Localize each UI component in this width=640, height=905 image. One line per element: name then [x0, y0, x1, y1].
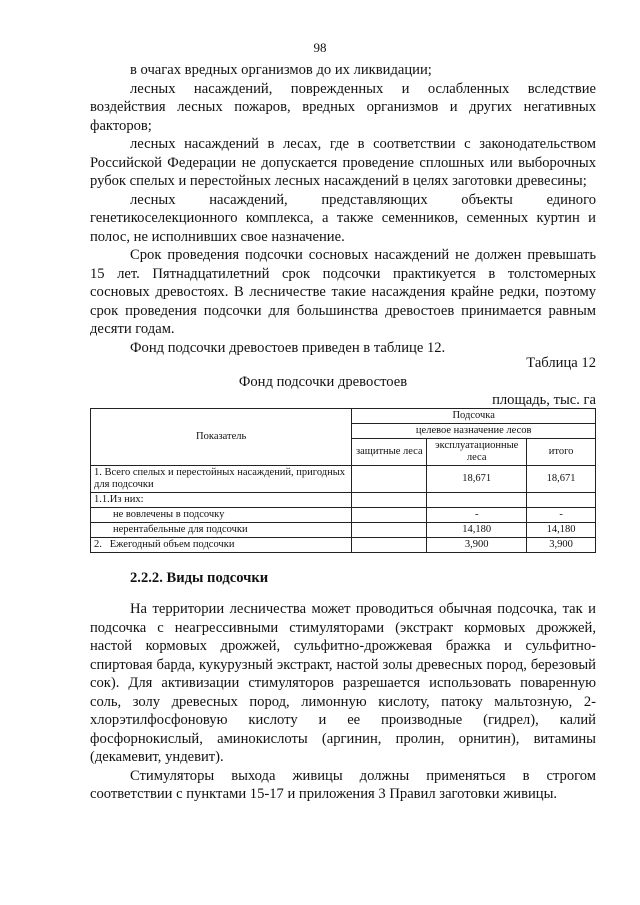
- header-protective: защитные леса: [352, 439, 427, 466]
- paragraph: лесных насаждений, представляющих объекты единого генетикоселекционного комплекса, а также семенников, семенных куртин и полос, не исполнивших свое назначение.: [90, 191, 596, 245]
- header-exploitation: эксплуатационные леса: [427, 439, 527, 466]
- cell-protective: [352, 538, 427, 553]
- table-unit: площадь, тыс. га: [492, 392, 596, 408]
- body-text-bottom: [90, 600, 596, 804]
- table-row: [91, 508, 596, 523]
- paragraph: Стимуляторы выхода живицы должны применяться в строгом соответствии с пунктами 15-17 и приложения 3 Правил заготовки живицы.: [90, 767, 596, 802]
- table-row: [91, 466, 596, 493]
- cell-total: 18,671: [527, 466, 596, 493]
- table-header-row: [91, 409, 596, 424]
- cell-protective: [352, 508, 427, 523]
- body-text-top: [90, 61, 596, 357]
- row-label: 1.1.Из них:: [91, 493, 352, 508]
- cell-protective: [352, 523, 427, 538]
- cell-exploitation: -: [427, 508, 527, 523]
- section-heading: 2.2.2. Виды подсочки: [130, 570, 269, 586]
- cell-exploitation: [427, 493, 527, 508]
- row-label: 2. Ежегодный объем подсочки: [91, 538, 352, 553]
- cell-exploitation: 18,671: [427, 466, 527, 493]
- page-number: 98: [313, 40, 327, 55]
- table-title: Фонд подсочки древостоев: [238, 374, 408, 390]
- table-number: Таблица 12: [526, 355, 596, 371]
- row-label: 1. Всего спелых и перестойных насаждений, пригодных для подсочки: [91, 466, 352, 493]
- table-row: [91, 493, 596, 508]
- paragraph: Срок проведения подсочки сосновых насаждений не должен превышать 15 лет. Пятнадцатилетний срок подсочки практикуется в толстомерных сосновых древостоях. В лесничестве такие насаждения крайне редки, поэтому срок проведения подсочки для большинства древостоев принимается равным десяти годам.: [90, 247, 596, 337]
- table-row: [91, 523, 596, 538]
- header-total: итого: [527, 439, 596, 466]
- cell-protective: [352, 466, 427, 493]
- cell-total: 3,900: [527, 538, 596, 553]
- paragraph: лесных насаждений, поврежденных и ослабленных вследствие воздействия лесных пожаров, вредных организмов и других негативных факторов;: [90, 80, 596, 134]
- cell-total: 14,180: [527, 523, 596, 538]
- fund-table: [90, 408, 596, 553]
- cell-exploitation: 14,180: [427, 523, 527, 538]
- header-group: Подсочка: [352, 409, 596, 424]
- paragraph: Фонд подсочки древостоев приведен в таблице 12.: [130, 339, 446, 356]
- paragraph: в очагах вредных организмов до их ликвидации;: [130, 62, 432, 78]
- row-label: не вовлечены в подсочку: [91, 508, 352, 523]
- cell-total: [527, 493, 596, 508]
- row-label: нерентабельные для подсочки: [91, 523, 352, 538]
- paragraph: лесных насаждений в лесах, где в соответствии с законодательством Российской Федерации не допускается проведение сплошных или выборочных рубок спелых и перестойных лесных насаждений в целях заготовки древесины;: [90, 136, 596, 189]
- cell-protective: [352, 493, 427, 508]
- header-subgroup: целевое назначение лесов: [352, 424, 596, 439]
- header-indicator: Показатель: [91, 409, 352, 466]
- cell-total: -: [527, 508, 596, 523]
- table-row: [91, 538, 596, 553]
- cell-exploitation: 3,900: [427, 538, 527, 553]
- paragraph: На территории лесничества может проводиться обычная подсочка, так и подсочка с неагрессивными стимуляторами (экстракт кормовых дрожжей, настой кормовых дрожжей, сульфитно-дрожжевая бражка и сульфитно-спиртовая барда, кукурузный экстракт, настой золы древесных пород, березовый сок). Для активизации стимуляторов разрешается использовать поваренную соль, золу древесных пород, лимонную кислоту, патоку мальтозную, 2-хлорэтилфосфоновую кислоту и ее производные (гидрел), калий фосфорнокислый, аминокислоты (аргинин, пролин, орнитин), витамины (декамевит, ундевит).: [90, 601, 596, 765]
